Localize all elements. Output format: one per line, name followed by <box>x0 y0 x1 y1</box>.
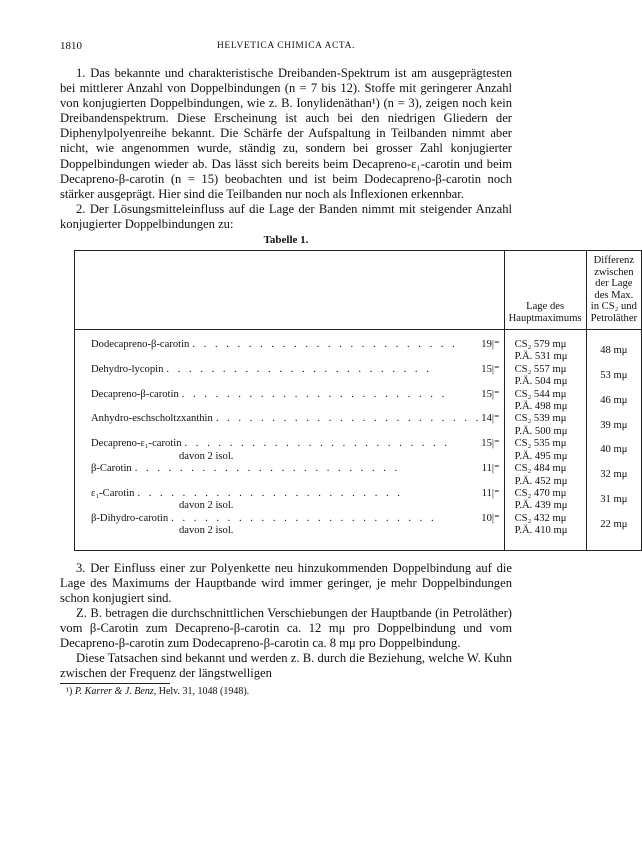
compound-cell <box>75 364 505 389</box>
leader-dots: . . . . . . . . . . . . . . . . . . . . . . . . <box>181 388 448 400</box>
leader-dots: . . . . . . . . . . . . . . . . . . . . . . . . <box>171 512 437 524</box>
compound-cell <box>75 488 505 513</box>
leader-dots: . . . . . . . . . . . . . . . . . . . . . . . . <box>215 413 482 425</box>
compound-note: davon 2 isol. <box>179 500 234 512</box>
difference-cell: 46 mμ <box>600 394 628 406</box>
difference-cell: 32 mμ <box>600 469 628 481</box>
table-row <box>75 364 642 389</box>
cs2-maximum: CS₂ 484 mμ <box>514 463 567 475</box>
position-cell <box>504 364 586 389</box>
double-bond-count: 11|⁼ <box>481 487 500 499</box>
table-row <box>75 413 642 438</box>
header-position <box>504 251 586 330</box>
header-position-line-1: Lage des <box>526 301 565 313</box>
table-row <box>75 513 642 550</box>
page-number: 1810 <box>60 40 82 52</box>
petrol-ether-maximum: P.Ä. 504 mμ <box>514 376 568 388</box>
running-head <box>60 40 512 58</box>
paragraph-4: Z. B. betragen die durchschnittlichen Verschiebungen der Hauptbande (in Petroläther) vom β-Carotin zum Decapreno-β-carotin ca. 12 mμ pro Doppelbindung und vom Decapreno-β-carotin zum Dodecapreno-β-carotin ca. 8 mμ pro Doppelbindung. <box>60 605 512 650</box>
compound-cell <box>75 330 505 364</box>
position-cell <box>504 513 586 550</box>
petrol-ether-maximum: P.Ä. 410 mμ <box>514 525 568 537</box>
cs2-maximum: CS₂ 539 mμ <box>514 413 567 425</box>
double-bond-count: 10|⁼ <box>481 512 500 524</box>
difference-cell: 39 mμ <box>600 419 628 431</box>
double-bond-count: 15|⁼ <box>481 438 500 450</box>
header-difference-line-2: der Lage des Max. <box>594 278 634 301</box>
double-bond-count: 14|⁼ <box>481 413 500 425</box>
petrol-ether-maximum: P.Ä. 500 mμ <box>514 425 568 437</box>
compound-cell <box>75 513 505 550</box>
leader-dots: . . . . . . . . . . . . . . . . . . . . . . . . <box>134 463 401 475</box>
position-cell <box>504 488 586 513</box>
paragraph-2: 2. Der Lösungsmitteleinfluss auf die Lage der Banden nimmt mit steigender Anzahl konjugierter Doppelbindungen zu: <box>60 201 512 231</box>
position-cell <box>504 389 586 414</box>
table-header-row <box>75 251 642 330</box>
data-table <box>74 250 642 551</box>
position-cell <box>504 413 586 438</box>
double-bond-count: 15|⁼ <box>481 388 500 400</box>
footnote-rule <box>60 683 170 684</box>
table-title: Tabelle 1. <box>263 234 309 247</box>
cs2-maximum: CS₂ 544 mμ <box>514 388 567 400</box>
table-row <box>75 330 642 364</box>
compound-note: davon 2 isol. <box>179 450 234 462</box>
header-name-column <box>75 251 505 330</box>
compound-name: Anhydro-eschscholtzxanthin <box>91 413 213 425</box>
table-body <box>75 330 642 551</box>
difference-cell: 31 mμ <box>600 494 628 506</box>
journal-title: HELVETICA CHIMICA ACTA. <box>216 41 356 51</box>
cs2-maximum: CS₂ 557 mμ <box>514 363 567 375</box>
difference-cell: 40 mμ <box>600 444 628 456</box>
compound-name: ε₁-Carotin <box>91 487 135 499</box>
cs2-maximum: CS₂ 470 mμ <box>514 487 567 499</box>
table-row <box>75 389 642 414</box>
difference-cell: 53 mμ <box>600 370 628 382</box>
footnote <box>60 686 512 698</box>
header-difference <box>586 251 641 330</box>
cs2-maximum: CS₂ 535 mμ <box>514 438 567 450</box>
compound-name: Decapreno-β-carotin <box>91 388 179 400</box>
table-row <box>75 488 642 513</box>
double-bond-count: 19|⁼ <box>481 339 500 351</box>
compound-cell <box>75 389 505 414</box>
table-row <box>75 438 642 463</box>
paragraph-1: 1. Das bekannte und charakteristische Dreibanden-Spektrum ist am ausgeprägtesten bei mittlerer Anzahl von Doppelbindungen (n = 7 bis 12). Stoffe mit geringerer Anzahl von konjugierten Doppelbindungen, wie z. B. Ionylidenäthan¹) (n = 3), zeigen noch kein Dreibandenspektrum. Diese Erscheinung ist auch bei den niedrigen Gliedern der Diphenylpolyenreihe bekannt. Die Schärfe der Aufspaltung in Teilbanden nimmt aber nicht, wie angenommen wurde, ständig zu, sondern bei grosser Zahl konjugierter Doppelbindungen wieder ab. Das lässt sich bereits beim Decapreno-ε₁-carotin und beim Decapreno-β-carotin (n = 15) beobachten und ist beim Dodecapreno-β-carotin noch stärker ausgeprägt. Hier sind die Teilbanden nur noch als Inflexionen erkennbar. <box>60 66 512 201</box>
petrol-ether-maximum: P.Ä. 531 mμ <box>514 351 568 363</box>
compound-cell <box>75 413 505 438</box>
leader-dots: . . . . . . . . . . . . . . . . . . . . . . . . <box>137 487 403 499</box>
position-cell <box>504 330 586 364</box>
leader-dots: . . . . . . . . . . . . . . . . . . . . . . . . <box>166 363 432 375</box>
leader-dots: . . . . . . . . . . . . . . . . . . . . . . . . <box>184 438 450 450</box>
footnote-reference: , Helv. 31, 1048 (1948). <box>153 686 250 698</box>
footnote-mark: ¹) <box>66 686 73 698</box>
double-bond-count: 15|⁼ <box>481 363 500 375</box>
paragraph-5: Diese Tatsachen sind bekannt und werden z. B. durch die Beziehung, welche W. Kuhn zwischen der Frequenz der längstwelligen <box>60 651 512 681</box>
compound-name: β-Carotin <box>91 463 132 475</box>
footnote-authors: P. Karrer & J. Benz <box>74 686 154 698</box>
leader-dots: . . . . . . . . . . . . . . . . . . . . . . . . <box>192 339 458 351</box>
petrol-ether-maximum: P.Ä. 452 mμ <box>514 475 568 487</box>
compound-name: β-Dihydro-carotin <box>91 512 169 524</box>
position-cell <box>504 463 586 488</box>
compound-cell <box>75 463 505 488</box>
header-difference-line-1: Differenz zwischen <box>593 255 635 278</box>
double-bond-count: 11|⁼ <box>481 463 500 475</box>
cs2-maximum: CS₂ 579 mμ <box>514 339 567 351</box>
petrol-ether-maximum: P.Ä. 495 mμ <box>514 450 568 462</box>
compound-name: Decapreno-ε₁-carotin <box>91 438 182 450</box>
compound-name: Dehydro-lycopin <box>91 363 164 375</box>
petrol-ether-maximum: P.Ä. 498 mμ <box>514 401 568 413</box>
header-difference-line-3: in CS₂ und <box>590 301 637 313</box>
compound-name: Dodecapreno-β-carotin <box>91 339 190 351</box>
cs2-maximum: CS₂ 432 mμ <box>514 512 567 524</box>
table-row <box>75 463 642 488</box>
header-position-line-2: Hauptmaximums <box>508 312 582 324</box>
difference-cell: 22 mμ <box>600 518 628 530</box>
position-cell <box>504 438 586 463</box>
difference-cell: 48 mμ <box>600 345 628 357</box>
petrol-ether-maximum: P.Ä. 439 mμ <box>514 500 568 512</box>
compound-cell <box>75 438 505 463</box>
compound-note: davon 2 isol. <box>179 525 234 537</box>
paragraph-3: 3. Der Einfluss einer zur Polyenkette neu hinzukommenden Doppelbindung auf die Lage des Maximums der Hauptbande wird immer geringer, je mehr Doppelbindungen schon konjugiert sind. <box>60 560 512 605</box>
header-difference-line-4: Petroläther <box>590 312 638 324</box>
page <box>60 40 638 698</box>
